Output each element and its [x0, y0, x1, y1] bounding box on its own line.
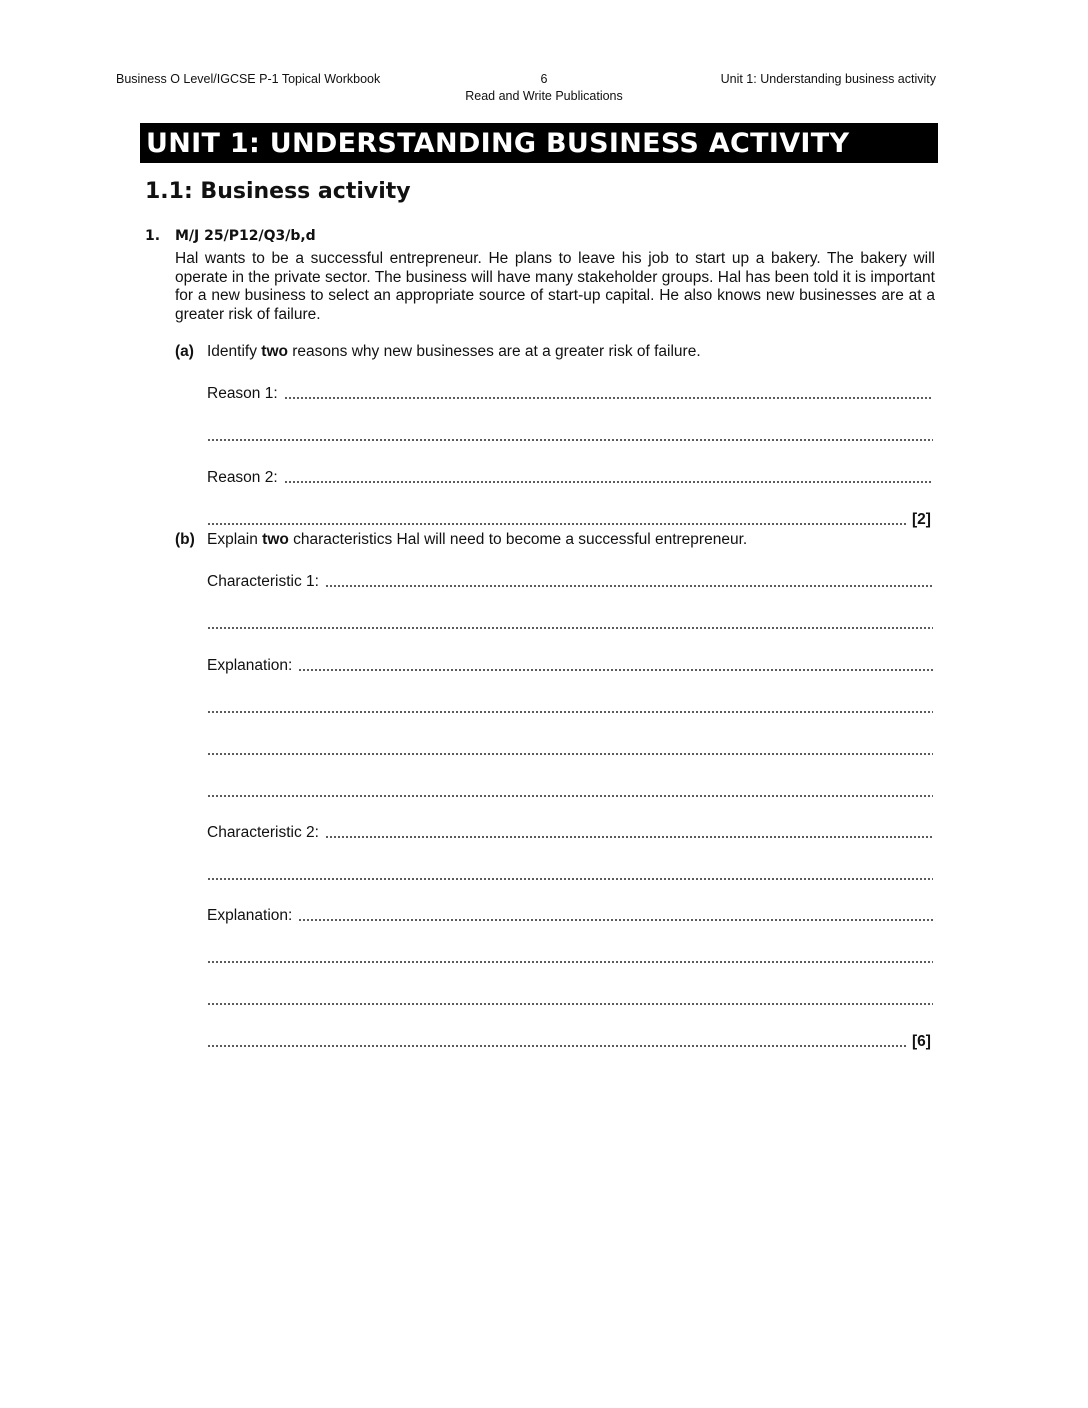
answer-line-reason-1[interactable] [207, 383, 933, 403]
answer-line-explanation-1-continued-3[interactable] [207, 781, 933, 801]
dotted-line [284, 480, 933, 484]
part-a-prompt [207, 343, 701, 361]
explanation-2-label: Explanation: [207, 907, 293, 924]
part-a-marks: [2] [912, 511, 931, 528]
header-workbook-title: Business O Level/IGCSE P-1 Topical Workbook [116, 72, 381, 86]
dotted-line [207, 710, 933, 714]
dotted-line [207, 438, 933, 442]
unit-title-banner: UNIT 1: UNDERSTANDING BUSINESS ACTIVITY [140, 123, 938, 163]
part-a-emphasis: two [261, 343, 288, 360]
dotted-line [207, 1002, 933, 1006]
dotted-line [284, 396, 933, 400]
part-b-marks: [6] [912, 1033, 931, 1050]
characteristic-1-label: Characteristic 1: [207, 573, 319, 590]
part-a-letter: (a) [175, 343, 194, 360]
dotted-line [325, 835, 933, 839]
question-stem: Hal wants to be a successful entrepreneur. He plans to leave his job to start up a bakery. The bakery will operate in the private sector. The business will have many stakeholder groups. Hal has been told it is important for a new business to select an appropriate source of start-up capital. He also knows new businesses are at a greater risk of failure. [175, 250, 935, 323]
part-a-prompt-end: reasons why new businesses are at a greater risk of failure. [287, 343, 701, 360]
dotted-line [298, 668, 933, 672]
answer-line-characteristic-1-continued[interactable] [207, 613, 933, 633]
answer-line-explanation-2[interactable] [207, 905, 933, 925]
part-b-prompt-end: characteristics Hal will need to become a successful entrepreneur. [288, 531, 748, 548]
section-title: 1.1: Business activity [145, 179, 411, 204]
part-a-prompt-start: Identify [207, 343, 262, 360]
answer-line-characteristic-2[interactable] [207, 822, 933, 842]
dotted-line [207, 752, 933, 756]
part-b-prompt-start: Explain [207, 531, 263, 548]
answer-line-explanation-2-continued-2[interactable] [207, 989, 933, 1009]
dotted-line [207, 522, 907, 526]
header-publisher: Read and Write Publications [465, 89, 623, 103]
dotted-line [207, 626, 933, 630]
answer-line-reason-2[interactable] [207, 467, 933, 487]
answer-line-explanation-1-continued-1[interactable] [207, 697, 933, 717]
part-b-emphasis: two [262, 531, 289, 548]
answer-line-reason-2-continued[interactable] [207, 509, 907, 529]
dotted-line [325, 584, 933, 588]
dotted-line [298, 918, 933, 922]
header-unit-title: Unit 1: Understanding business activity [720, 72, 936, 86]
answer-line-characteristic-2-continued[interactable] [207, 864, 933, 884]
answer-line-explanation-2-continued-3[interactable] [207, 1031, 907, 1051]
answer-line-reason-1-continued[interactable] [207, 425, 933, 445]
reason-2-label: Reason 2: [207, 469, 278, 486]
dotted-line [207, 1044, 907, 1048]
part-b-prompt [207, 531, 747, 549]
dotted-line [207, 960, 933, 964]
characteristic-2-label: Characteristic 2: [207, 824, 319, 841]
page-number: 6 [540, 72, 548, 86]
explanation-1-label: Explanation: [207, 657, 293, 674]
dotted-line [207, 877, 933, 881]
answer-line-explanation-1[interactable] [207, 655, 933, 675]
answer-line-characteristic-1[interactable] [207, 571, 933, 591]
reason-1-label: Reason 1: [207, 385, 278, 402]
question-reference: M/J 25/P12/Q3/b,d [175, 228, 316, 244]
answer-line-explanation-1-continued-2[interactable] [207, 739, 933, 759]
question-number: 1. [145, 228, 161, 244]
dotted-line [207, 794, 933, 798]
part-b-letter: (b) [175, 531, 195, 548]
answer-line-explanation-2-continued-1[interactable] [207, 947, 933, 967]
